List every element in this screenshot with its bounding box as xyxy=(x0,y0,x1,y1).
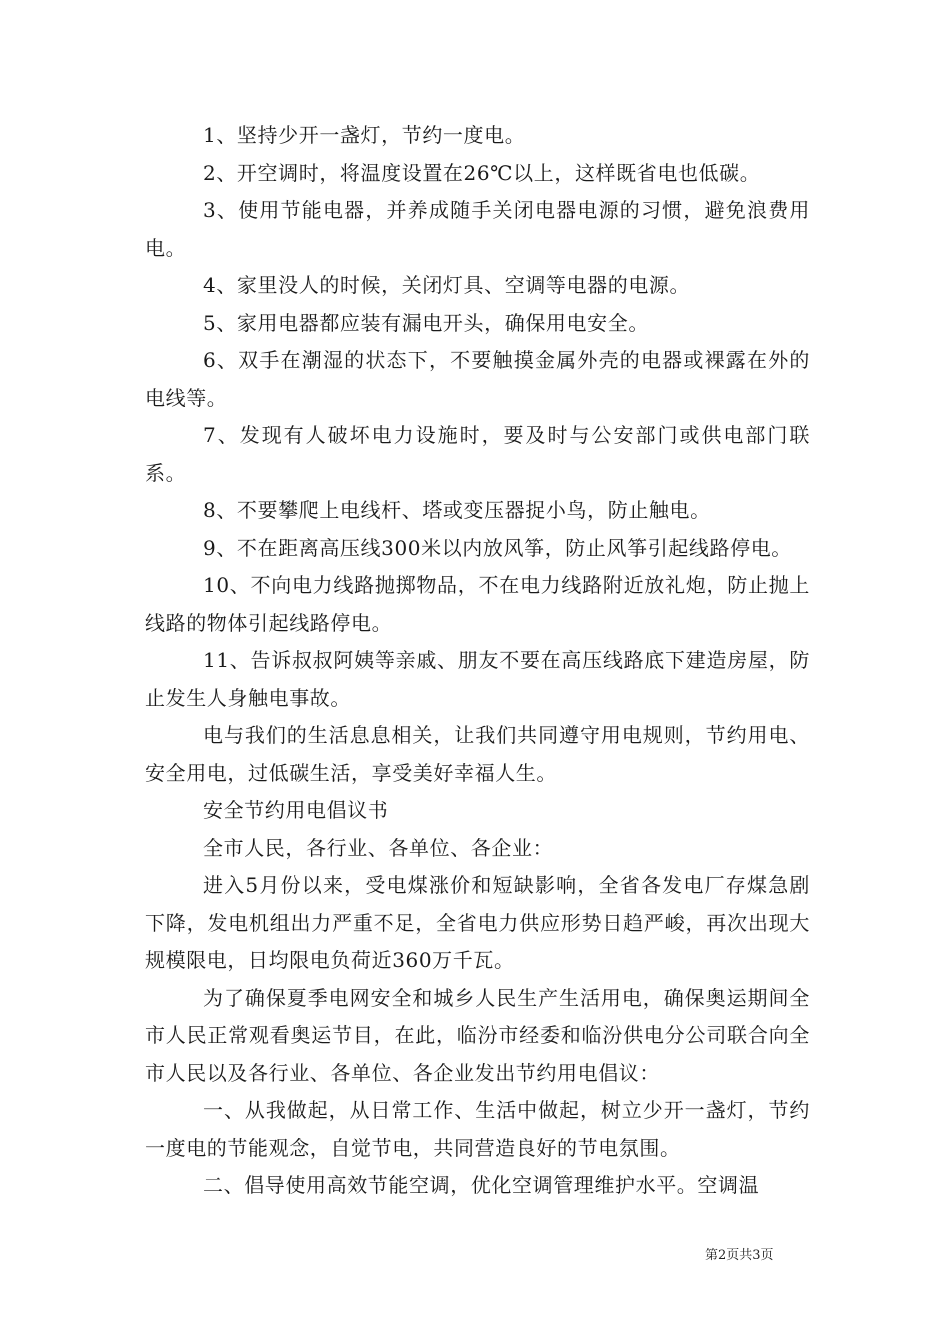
paragraph: 为了确保夏季电网安全和城乡人民生产生活用电，确保奥运期间全市人民正常观看奥运节目，在此，临汾市经委和临汾供电分公司联合向全市人民以及各行业、各单位、各企业发出节约用电倡议： xyxy=(145,985,810,1085)
paragraph: 5、家用电器都应装有漏电开头，确保用电安全。 xyxy=(203,310,649,335)
paragraph: 3、使用节能电器，并养成随手关闭电器电源的习惯，避免浪费用电。 xyxy=(145,198,810,260)
paragraph: 9、不在距离高压线300米以内放风筝，防止风筝引起线路停电。 xyxy=(203,535,792,560)
section-heading: 安全节约用电倡议书 xyxy=(203,798,389,822)
paragraph: 7、发现有人破坏电力设施时，要及时与公安部门或供电部门联系。 xyxy=(145,423,810,485)
salutation: 全市人民，各行业、各单位、各企业： xyxy=(203,835,554,860)
paragraph: 2、开空调时，将温度设置在26℃以上，这样既省电也低碳。 xyxy=(203,160,761,185)
paragraph: 1、坚持少开一盏灯，节约一度电。 xyxy=(203,123,526,147)
page-number: 第2页共3页 xyxy=(705,1248,774,1263)
paragraph: 一、从我做起，从日常工作、生活中做起，树立少开一盏灯，节约一度电的节能观念，自觉节电，共同营造良好的节电氛围。 xyxy=(145,1098,810,1160)
paragraph: 进入5月份以来，受电煤涨价和短缺影响，全省各发电厂存煤急剧下降，发电机组出力严重不足，全省电力供应形势日趋严峻，再次出现大规模限电，日均限电负荷近360万千瓦。 xyxy=(145,873,810,972)
paragraph: 11、告诉叔叔阿姨等亲戚、朋友不要在高压线路底下建造房屋，防止发生人身触电事故。 xyxy=(145,648,810,710)
paragraph: 6、双手在潮湿的状态下，不要触摸金属外壳的电器或裸露在外的电线等。 xyxy=(145,348,810,410)
paragraph: 二、倡导使用高效节能空调，优化空调管理维护水平。空调温 xyxy=(203,1173,760,1197)
document-body xyxy=(145,117,810,1205)
paragraph: 8、不要攀爬上电线杆、塔或变压器捉小鸟，防止触电。 xyxy=(203,498,711,522)
paragraph: 4、家里没人的时候，关闭灯具、空调等电器的电源。 xyxy=(203,273,691,297)
paragraph: 电与我们的生活息息相关，让我们共同遵守用电规则，节约用电、安全用电，过低碳生活，享受美好幸福人生。 xyxy=(145,723,810,785)
paragraph: 10、不向电力线路抛掷物品，不在电力线路附近放礼炮，防止抛上线路的物体引起线路停电。 xyxy=(145,573,810,635)
